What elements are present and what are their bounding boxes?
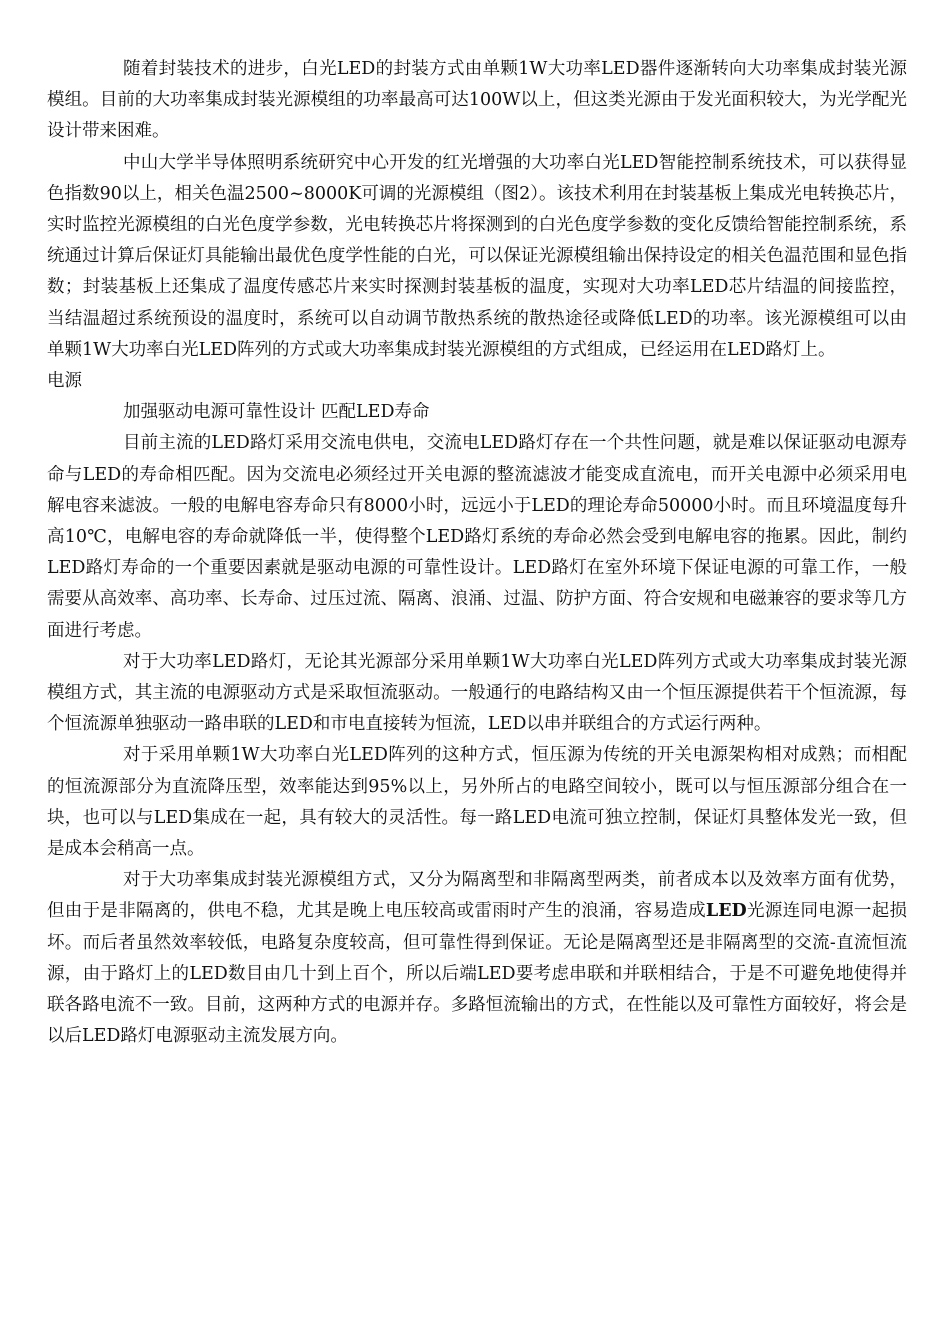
- paragraph-single-1w-array: 对于采用单颗1W大功率白光LED阵列的这种方式，恒压源为传统的开关电源架构相对成熟；而相配的恒流源部分为直流降压型，效率能达到95%以上，另外所占的电路空间较小，既可以与恒压源部分组合在一块，也可以与LED集成在一起，具有较大的灵活性。每一路LED电流可独立控制，保证灯具整体发光一致，但是成本会稍高一点。: [47, 745, 907, 860]
- paragraph-packaging-progress: 随着封装技术的进步，白光LED的封装方式由单颗1W大功率LED器件逐渐转向大功率集成封装光源模组。目前的大功率集成封装光源模组的功率最高可达100W以上，但这类光源由于发光面积较大，为光学配光设计带来困难。: [47, 59, 907, 142]
- paragraph-constant-current-drive: 对于大功率LED路灯，无论其光源部分采用单颗1W大功率白光LED阵列方式或大功率集成封装光源模组方式，其主流的电源驱动方式是采取恒流驱动。一般通行的电路结构又由一个恒压源提供若干个恒流源，每个恒流源单独驱动一路串联的LED和市电直接转为恒流，LED以串并联组合的方式运行两种。: [47, 651, 907, 735]
- paragraph-ac-power-lifetime: 目前主流的LED路灯采用交流电供电，交流电LED路灯存在一个共性问题，就是难以保证驱动电源寿命与LED的寿命相匹配。因为交流电必须经过开关电源的整流滤波才能变成直流电，而开关电源中必须采用电解电容来滤波。一般的电解电容寿命只有8000小时，远远小于LED的理论寿命50000小时。而且环境温度每升高10℃，电解电容的寿命就降低一半，使得整个LED路灯系统的寿命必然会受到电解电容的拖累。因此，制约LED路灯寿命的一个重要因素就是驱动电源的可靠性设计。LED路灯在室外环境下保证电源的可靠工作，一般需要从高效率、高功率、长寿命、过压过流、隔离、浪涌、过温、防护方面、符合安规和电磁兼容的要求等几方面进行考虑。: [47, 433, 907, 641]
- subheading-driver-reliability: 加强驱动电源可靠性设计 匹配LED寿命: [123, 402, 430, 423]
- paragraph-integrated-module: [47, 865, 907, 1052]
- section-heading-power: 电源: [47, 371, 82, 392]
- paragraph-sysu-research: 中山大学半导体照明系统研究中心开发的红光增强的大功率白光LED智能控制系统技术，可以获得显色指数90以上，相关色温2500~8000K可调的光源模组（图2）。该技术利用在封装基板上集成光电转换芯片，实时监控光源模组的白光色度学参数，光电转换芯片将探测到的白光色度学参数的变化反馈给智能控制系统，系统通过计算后保证灯具能输出最优色度学性能的白光，可以保证光源模组输出保持设定的相关色温范围和显色指数；封装基板上还集成了温度传感芯片来实时探测封装基板的温度，实现对大功率LED芯片结温的间接监控，当结温超过系统预设的温度时，系统可以自动调节散热系统的散热途径或降低LED的功率。该光源模组可以由单颗1W大功率白光LED阵列的方式或大功率集成封装光源模组的方式组成，已经运用在LED路灯上。: [47, 152, 907, 360]
- paragraph-integrated-module-part2: 光源连同电源一起损坏。而后者虽然效率较低，电路复杂度较高，但可靠性得到保证。无论是隔离型还是非隔离型的交流-直流恒流源，由于路灯上的LED数目由几十到上百个，所以后端LED要考虑串联和并联相结合，于是不可避免地使得并联各路电流不一致。目前，这两种方式的电源并存。多路恒流输出的方式，在性能以及可靠性方面较好，将会是以后LED路灯电源驱动主流发展方向。: [47, 901, 908, 1047]
- paragraph-integrated-module-part1: 对于大功率集成封装光源模组方式，又分为隔离型和非隔离型两类，前者成本以及效率方面有优势，但由于是非隔离的，供电不稳，尤其是晚上电压较高或雷雨时产生的浪涌，容易造成: [47, 870, 907, 922]
- paragraph-integrated-module-bold-led: LED: [705, 901, 747, 922]
- document-page: [47, 54, 907, 1053]
